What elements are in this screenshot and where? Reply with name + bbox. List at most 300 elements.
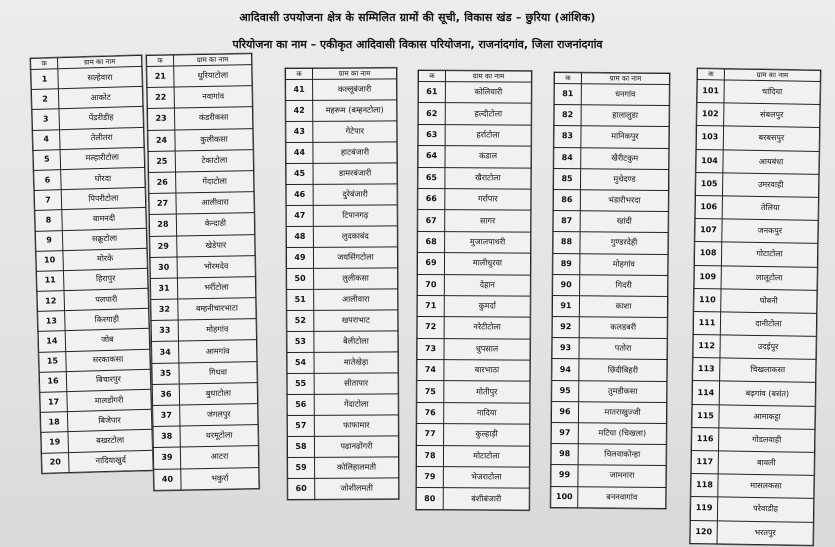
table-row	[551, 422, 666, 444]
document-title: आदिवासी उपयोजना क्षेत्र के सम्मिलित ग्रामों की सूची, विकास खंड – छुरिया (आंशिक)	[239, 11, 596, 24]
serial-number: 73	[417, 338, 444, 360]
serial-number: 27	[149, 193, 176, 215]
village-name: जयसिंगटोला	[313, 247, 397, 268]
village-name: गर्रापार	[445, 189, 531, 211]
table-row	[148, 149, 253, 172]
table-row	[693, 358, 816, 383]
village-name: पेंडरीडीह	[59, 107, 144, 130]
serial-number: 105	[695, 172, 722, 196]
serial-number: 79	[416, 467, 443, 489]
village-name: भर्रीटोला	[177, 276, 255, 299]
table-row	[286, 184, 397, 206]
table-row	[417, 317, 530, 339]
serial-header: क	[31, 58, 58, 70]
table-row	[418, 103, 531, 125]
serial-number: 48	[286, 226, 313, 247]
serial-number: 78	[416, 445, 443, 467]
serial-number: 93	[552, 338, 579, 359]
village-name: छिंदीबिहरी	[579, 359, 667, 381]
village-name: नादियाखुर्द	[69, 450, 154, 473]
serial-number: 5	[33, 149, 61, 170]
serial-number: 23	[147, 108, 174, 130]
table-row	[551, 465, 666, 487]
table-row	[417, 253, 530, 275]
serial-number: 52	[287, 310, 314, 331]
village-name: मोतीपुर	[444, 381, 530, 403]
table-row	[417, 402, 530, 424]
serial-number: 107	[695, 219, 722, 243]
village-table-6	[690, 68, 821, 546]
village-name: गेंदाटोला	[314, 394, 398, 415]
table-row	[150, 234, 255, 257]
village-name: धुपसाल	[444, 338, 530, 360]
table-row	[286, 205, 397, 227]
serial-number: 8	[35, 210, 63, 231]
serial-number: 9	[35, 230, 63, 251]
village-name: हिरापुर	[63, 268, 148, 291]
table-row	[418, 210, 531, 232]
serial-number: 39	[153, 447, 180, 469]
table-row	[693, 311, 816, 336]
village-name: गुण्डरदेही	[580, 232, 668, 254]
village-name: किरगाड़ी	[65, 309, 150, 332]
serial-number: 81	[554, 84, 581, 105]
table-row	[554, 105, 669, 127]
serial-number: 111	[693, 311, 720, 335]
village-name: मुजालपाथरी	[445, 231, 531, 253]
village-name: बननवागांव	[578, 486, 666, 508]
serial-number: 119	[690, 497, 717, 521]
serial-number: 22	[147, 87, 174, 109]
table-row	[554, 84, 669, 106]
village-name: चिखलाकसा	[720, 358, 816, 383]
table-row	[151, 298, 256, 321]
table-row	[287, 331, 398, 353]
village-name: लुदकाबंद	[313, 226, 397, 247]
table-header-row	[286, 68, 397, 80]
village-table-4	[416, 70, 532, 510]
village-name: लालूटोला	[721, 265, 817, 290]
village-name: बिजेपार	[67, 409, 152, 432]
table-row	[418, 82, 531, 104]
serial-number: 56	[287, 394, 314, 415]
serial-number: 13	[38, 311, 66, 332]
village-name: पढानढोंगरी	[314, 436, 398, 457]
village-name: मातेखेड़ा	[314, 352, 398, 373]
serial-number: 96	[551, 401, 578, 422]
table-row	[553, 189, 668, 211]
serial-number: 17	[40, 392, 68, 413]
village-name: कोलिहालमती	[315, 457, 399, 478]
table-row	[150, 276, 255, 299]
village-name: बावली	[718, 451, 814, 476]
serial-number: 118	[691, 474, 718, 498]
serial-number: 62	[418, 103, 445, 125]
table-row	[553, 211, 668, 233]
village-name: आलीवारा	[314, 289, 398, 310]
serial-number: 64	[418, 146, 445, 168]
table-row	[287, 289, 398, 311]
village-name: हाटबंजारी	[313, 142, 397, 163]
serial-number: 16	[39, 371, 67, 392]
village-header: ग्राम का नाम	[58, 55, 142, 68]
village-name: संबलपुर	[724, 103, 820, 128]
table-row	[553, 168, 668, 190]
table-row	[152, 382, 257, 405]
serial-number: 117	[691, 450, 718, 474]
village-name: पलपारी	[64, 288, 149, 311]
table-row	[417, 295, 530, 317]
village-header: ग्राम का नाम	[581, 73, 669, 85]
table-row	[149, 213, 254, 236]
village-name: महरूम (बम्हनटोला)	[313, 100, 397, 121]
serial-number: 114	[692, 381, 719, 405]
village-name: आमाकट्टा	[719, 405, 815, 430]
village-name: केन्दाडी	[176, 213, 254, 236]
table-row	[417, 360, 530, 382]
serial-number: 46	[286, 184, 313, 205]
village-name: लुलीकसा	[314, 268, 398, 289]
village-name: हालालुडा	[581, 105, 669, 127]
village-name: तेलिया	[722, 196, 818, 221]
serial-number: 66	[418, 188, 445, 210]
table-row	[697, 80, 820, 105]
serial-number: 34	[152, 341, 179, 363]
serial-number: 47	[286, 205, 313, 226]
serial-number: 90	[553, 274, 580, 295]
serial-number: 103	[696, 126, 723, 150]
village-name: बारभाठा	[444, 360, 530, 382]
serial-number: 49	[286, 247, 313, 268]
village-name: गिदरी	[580, 274, 668, 296]
village-name: मासलकसा	[718, 474, 814, 499]
village-header: ग्राम का नाम	[174, 54, 252, 66]
table-row	[417, 424, 530, 446]
serial-number: 99	[551, 465, 578, 486]
table-row	[417, 338, 530, 360]
table-row	[287, 352, 398, 374]
village-name: कल्लूबंजारी	[313, 79, 397, 100]
serial-number: 68	[418, 231, 445, 253]
serial-number: 83	[554, 126, 581, 147]
village-name: आटरा	[180, 446, 258, 469]
serial-number: 59	[288, 457, 315, 478]
village-name: भकुर्रा	[181, 467, 259, 490]
serial-number: 85	[553, 168, 580, 189]
table-row	[287, 415, 398, 437]
serial-number: 53	[287, 331, 314, 352]
serial-number: 95	[552, 380, 579, 401]
serial-number: 102	[697, 103, 724, 127]
village-name: मुचेदण्ड	[580, 168, 668, 190]
village-name: गेटेपार	[313, 121, 397, 142]
serial-number: 104	[696, 149, 723, 173]
table-row	[152, 361, 257, 384]
village-name: खैरीटकुम	[581, 147, 669, 169]
table-row	[286, 100, 397, 122]
table-row	[42, 450, 154, 473]
serial-number: 25	[148, 151, 175, 173]
village-name: तुमडीकसा	[579, 380, 667, 402]
village-name: पतोरा	[579, 338, 667, 360]
serial-number: 108	[694, 242, 721, 266]
table-row	[288, 478, 399, 500]
table-row	[694, 288, 817, 313]
village-name: गोटाटोला	[721, 242, 817, 267]
table-row	[147, 65, 252, 88]
village-name: खांदी	[580, 211, 668, 233]
village-name: उदईपुर	[720, 335, 816, 360]
village-name: कुमर्दा	[444, 296, 530, 318]
village-name: हर्राटोला	[445, 124, 531, 146]
table-row	[417, 381, 530, 403]
village-name: मातराखुज्जी	[578, 402, 666, 424]
table-row	[553, 274, 668, 296]
table-row	[695, 172, 818, 197]
village-name: कलडबरी	[579, 317, 667, 339]
table-row	[552, 317, 667, 339]
table-row	[690, 497, 813, 522]
village-table-2	[146, 53, 260, 491]
table-row	[286, 79, 397, 101]
village-name: जोशीलमती	[315, 478, 399, 499]
table-row	[153, 446, 258, 469]
village-name: धरमूटोला	[180, 425, 258, 448]
village-name: कुलीकसा	[175, 128, 253, 151]
serial-number: 89	[553, 253, 580, 274]
table-row	[152, 340, 257, 363]
table-row	[691, 450, 814, 475]
serial-number: 106	[695, 195, 722, 219]
serial-number: 109	[694, 265, 721, 289]
table-row	[287, 394, 398, 416]
serial-number: 92	[552, 317, 579, 338]
serial-header: क	[286, 68, 313, 79]
serial-number: 11	[36, 271, 64, 292]
village-name: नादिया	[444, 402, 530, 424]
table-row	[416, 445, 529, 467]
serial-number: 61	[418, 82, 445, 104]
serial-number: 110	[694, 288, 721, 312]
serial-number: 32	[151, 299, 178, 321]
table-row	[551, 444, 666, 466]
serial-number: 43	[286, 121, 313, 142]
table-row	[695, 195, 818, 220]
serial-number: 40	[154, 469, 181, 491]
table-row	[696, 126, 819, 151]
village-header: ग्राम का नाम	[313, 68, 397, 79]
village-name: मोहगांव	[580, 253, 668, 275]
village-name: बुधाटोला	[179, 382, 257, 405]
table-row	[286, 163, 397, 185]
table-row	[692, 404, 815, 429]
table-row	[151, 319, 256, 342]
village-name: कंडाल	[445, 146, 531, 168]
serial-number: 44	[286, 142, 313, 163]
serial-number: 97	[551, 422, 578, 443]
serial-number: 87	[553, 211, 580, 232]
table-row	[417, 274, 530, 296]
table-row	[694, 265, 817, 290]
village-table-3	[285, 67, 399, 500]
village-name: गोडलवाही	[718, 428, 814, 453]
serial-number: 112	[693, 335, 720, 359]
serial-number: 3	[32, 109, 60, 130]
serial-number: 100	[551, 486, 578, 507]
table-row	[551, 486, 666, 508]
serial-number: 30	[150, 257, 177, 279]
serial-number: 116	[691, 427, 718, 451]
serial-number: 71	[417, 295, 444, 317]
table-row	[286, 121, 397, 143]
village-name: पिपरीटोला	[61, 187, 146, 210]
village-name: बामनदी	[62, 208, 147, 231]
serial-number: 76	[417, 402, 444, 424]
village-header: ग्राम का नाम	[445, 71, 531, 82]
village-name: भोरमदेव	[177, 255, 255, 278]
table-row	[696, 149, 819, 174]
serial-number: 82	[554, 105, 581, 126]
table-row	[288, 457, 399, 479]
serial-number: 86	[553, 189, 580, 210]
table-row	[150, 255, 255, 278]
table-row	[148, 128, 253, 151]
village-name: बरबसपुर	[723, 126, 819, 151]
serial-number: 1	[31, 69, 59, 90]
village-name: आलीवारा	[176, 192, 254, 215]
serial-number: 31	[150, 278, 177, 300]
serial-number: 45	[286, 163, 313, 184]
village-name: घोबनी	[721, 289, 817, 314]
village-name: धनगांव	[581, 84, 669, 106]
serial-number: 80	[416, 488, 443, 510]
serial-number: 35	[152, 363, 179, 385]
table-row	[149, 192, 254, 215]
serial-number: 70	[417, 274, 444, 296]
village-name: तेलीतरा	[60, 127, 145, 150]
table-row	[554, 147, 669, 169]
serial-number: 75	[417, 381, 444, 403]
village-name: कंडरीकसा	[174, 107, 252, 130]
serial-number: 67	[418, 210, 445, 232]
serial-header: क	[554, 73, 581, 84]
table-row	[418, 188, 531, 210]
village-name: डामरबंजारी	[313, 163, 397, 184]
village-name: नवागांव	[174, 86, 252, 109]
serial-number: 113	[693, 358, 720, 382]
serial-number: 20	[42, 452, 70, 473]
table-row	[552, 359, 667, 381]
serial-number: 54	[287, 352, 314, 373]
serial-number: 77	[417, 424, 444, 446]
serial-number: 50	[287, 268, 314, 289]
village-name: मालडोंगरी	[67, 389, 152, 412]
village-name: टिपानगढ़	[313, 205, 397, 226]
village-name: खेडेपार	[177, 234, 255, 257]
table-row	[692, 381, 815, 406]
serial-number: 14	[38, 331, 66, 352]
serial-number: 84	[554, 147, 581, 168]
table-row	[416, 488, 529, 510]
table-row	[287, 310, 398, 332]
serial-number: 41	[286, 79, 313, 100]
serial-number: 2	[31, 89, 59, 110]
village-name: जनकपुर	[722, 219, 818, 244]
table-row	[287, 373, 398, 395]
serial-number: 18	[40, 412, 68, 433]
table-row	[693, 335, 816, 360]
serial-number: 58	[287, 436, 314, 457]
table-row	[286, 226, 397, 248]
table-row	[691, 474, 814, 499]
village-name: मालीधुरवा	[444, 253, 530, 275]
serial-number: 15	[39, 351, 67, 372]
serial-number: 42	[286, 100, 313, 121]
village-name: आकोट	[58, 87, 143, 110]
village-name: सीतापार	[314, 373, 398, 394]
serial-number: 69	[417, 253, 444, 275]
serial-number: 21	[147, 66, 174, 88]
village-name: बम्हनीचारभाटा	[178, 298, 256, 321]
serial-number: 7	[34, 190, 62, 211]
serial-number: 120	[690, 520, 717, 544]
serial-number: 101	[697, 80, 724, 104]
table-row	[554, 126, 669, 148]
table-row	[418, 124, 531, 146]
serial-number: 6	[34, 170, 62, 191]
table-row	[690, 520, 813, 545]
village-name: बखरटोला	[68, 430, 153, 453]
village-name: सरकाकसा	[66, 349, 151, 372]
serial-number: 12	[37, 291, 65, 312]
village-name: बंशीबंजारी	[443, 488, 529, 510]
serial-number: 88	[553, 232, 580, 253]
village-name: सल्हेवारा	[58, 66, 143, 89]
village-name: सागर	[445, 210, 531, 232]
table-row	[287, 268, 398, 290]
table-row	[418, 231, 531, 253]
village-name: गिधवा	[179, 361, 257, 384]
village-header: ग्राम का नाम	[724, 69, 820, 82]
table-row	[695, 219, 818, 244]
village-name: धुरियाटोला	[174, 65, 252, 88]
table-row	[287, 436, 398, 458]
serial-number: 24	[148, 130, 175, 152]
village-name: घोरदा	[61, 167, 146, 190]
serial-number: 91	[552, 295, 579, 316]
table-row	[694, 242, 817, 267]
table-row	[153, 425, 258, 448]
serial-header: क	[418, 71, 445, 82]
village-name: दानीटोला	[720, 312, 816, 337]
serial-number: 63	[418, 124, 445, 146]
serial-header: क	[697, 69, 724, 80]
serial-number: 36	[152, 384, 179, 406]
serial-number: 98	[551, 444, 578, 465]
serial-number: 72	[417, 317, 444, 339]
village-name: कुल्हाड़ी	[444, 424, 530, 446]
serial-number: 55	[287, 373, 314, 394]
village-name: टेकाटोला	[175, 149, 253, 172]
village-name: देहान	[444, 274, 530, 296]
table-row	[697, 103, 820, 128]
serial-number: 29	[150, 235, 177, 257]
table-row	[552, 295, 667, 317]
serial-header: क	[147, 55, 174, 66]
table-row	[552, 338, 667, 360]
village-name: नरेटीटोला	[444, 317, 530, 339]
village-name: गेंदाटोला	[176, 171, 254, 194]
